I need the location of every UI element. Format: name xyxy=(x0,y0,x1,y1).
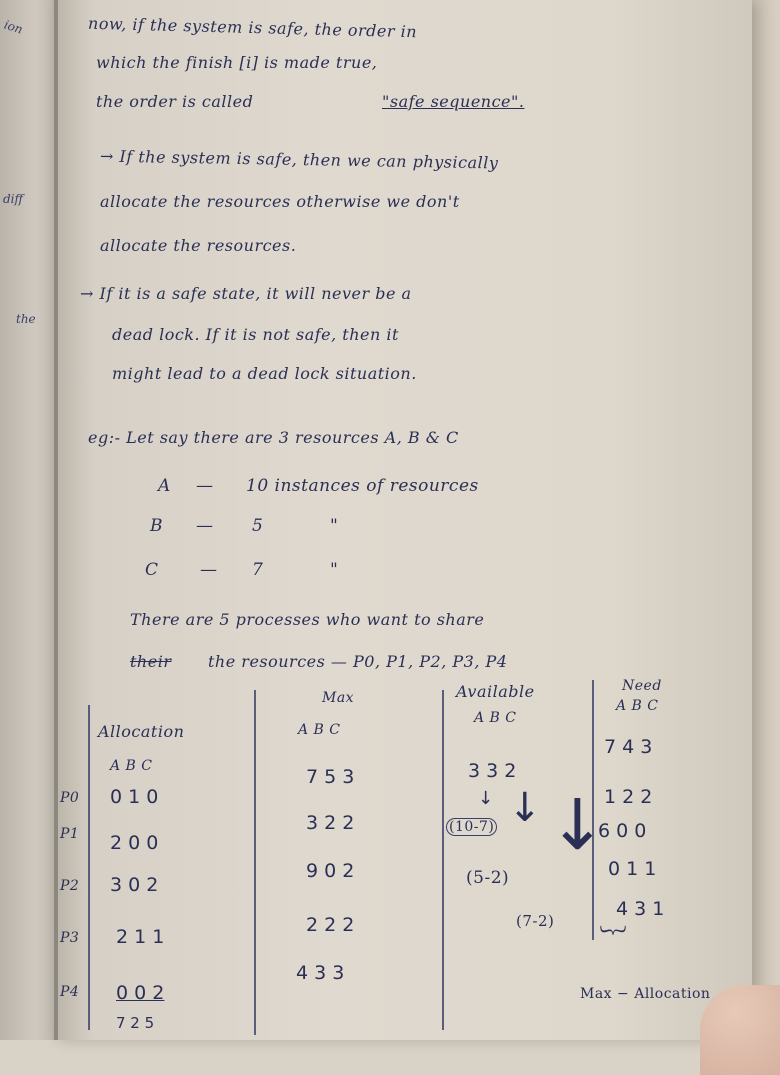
processes-line1: There are 5 processes who want to share xyxy=(130,610,485,629)
p2-line1: → If the system is safe, then we can physically xyxy=(99,146,499,173)
table-divider-2 xyxy=(442,690,444,1030)
subheader-available: A B C xyxy=(474,710,517,726)
alloc-p3: 2 1 1 xyxy=(116,926,165,948)
table-divider-1 xyxy=(254,690,256,1035)
p2-line2: allocate the resources otherwise we don't xyxy=(100,192,460,211)
resource-a-count: 10 instances of resources xyxy=(246,476,479,496)
proc-label-p1: P1 xyxy=(60,826,80,842)
arrow-down-icon: ↓ xyxy=(508,785,542,831)
resource-a-name: A xyxy=(158,476,171,496)
available-calc-c: (7-2) xyxy=(516,912,555,930)
resource-b-name: B xyxy=(150,516,163,536)
resource-c-name: C xyxy=(145,560,159,580)
max-p2: 9 0 2 xyxy=(306,860,355,882)
available-calc-b: (5-2) xyxy=(466,868,510,888)
alloc-p1: 2 0 0 xyxy=(110,832,159,854)
proc-label-p2: P2 xyxy=(60,878,80,894)
available-calc-a: (10-7) xyxy=(446,818,497,836)
p3-line2: dead lock. If it is not safe, then it xyxy=(112,325,399,344)
arrow-down-icon: ↓ xyxy=(548,784,607,866)
resource-c-ditto: " xyxy=(330,560,339,580)
resource-c-count: 7 xyxy=(252,560,264,580)
subheader-allocation: A B C xyxy=(110,758,153,774)
header-need: Need xyxy=(622,678,662,694)
proc-label-p0: P0 xyxy=(60,790,80,806)
margin-note-2: diff xyxy=(3,192,24,206)
processes-struck-word: their xyxy=(130,652,172,671)
alloc-p4: 0 0 2 xyxy=(116,982,165,1004)
proc-label-p4: P4 xyxy=(60,984,80,1000)
alloc-p2: 3 0 2 xyxy=(110,874,159,896)
p3-line3: might lead to a dead lock situation. xyxy=(112,364,417,383)
header-allocation: Allocation xyxy=(98,722,185,741)
safe-sequence-term: "safe sequence". xyxy=(382,92,525,111)
margin-note-1: ion xyxy=(2,17,25,37)
previous-page-edge xyxy=(0,0,60,1040)
need-p1: 1 2 2 xyxy=(604,786,653,808)
example-intro: eg:- Let say there are 3 resources A, B & C xyxy=(88,428,459,447)
resource-b-count: 5 xyxy=(252,516,264,536)
max-p3: 2 2 2 xyxy=(306,914,355,936)
proc-label-p3: P3 xyxy=(60,930,80,946)
alloc-totals: 7 2 5 xyxy=(116,1014,155,1032)
need-brace: ︸ xyxy=(600,926,627,956)
need-p4: 4 3 1 xyxy=(616,898,665,920)
p3-line1: → If it is a safe state, it will never be a xyxy=(80,284,412,303)
max-p0: 7 5 3 xyxy=(306,766,355,788)
subheader-max: A B C xyxy=(298,722,341,738)
p1-line3: the order is called xyxy=(96,92,254,111)
table-left-border xyxy=(88,705,90,1030)
notebook-binding xyxy=(54,0,58,1040)
need-p0: 7 4 3 xyxy=(604,736,653,758)
p2-line3: allocate the resources. xyxy=(100,236,297,255)
subheader-need: A B C xyxy=(616,698,659,714)
available-value: 3 3 2 xyxy=(468,760,517,782)
header-available: Available xyxy=(456,682,535,701)
finger-corner xyxy=(700,985,780,1075)
alloc-p0: 0 1 0 xyxy=(110,786,159,808)
arrow-down-icon: ↓ xyxy=(478,788,494,809)
p1-line1: now, if the system is safe, the order in xyxy=(87,13,418,42)
need-p3: 0 1 1 xyxy=(608,858,657,880)
max-p4: 4 3 3 xyxy=(296,962,345,984)
header-max: Max xyxy=(322,690,355,706)
need-p2: 6 0 0 xyxy=(598,820,647,842)
margin-note-3: the xyxy=(16,312,36,326)
processes-line2: the resources — P0, P1, P2, P3, P4 xyxy=(208,652,508,671)
p1-line2: which the finish [i] is made true, xyxy=(96,53,378,72)
max-p1: 3 2 2 xyxy=(306,812,355,834)
need-formula: Max − Allocation xyxy=(580,986,711,1002)
resource-b-ditto: " xyxy=(330,516,339,536)
